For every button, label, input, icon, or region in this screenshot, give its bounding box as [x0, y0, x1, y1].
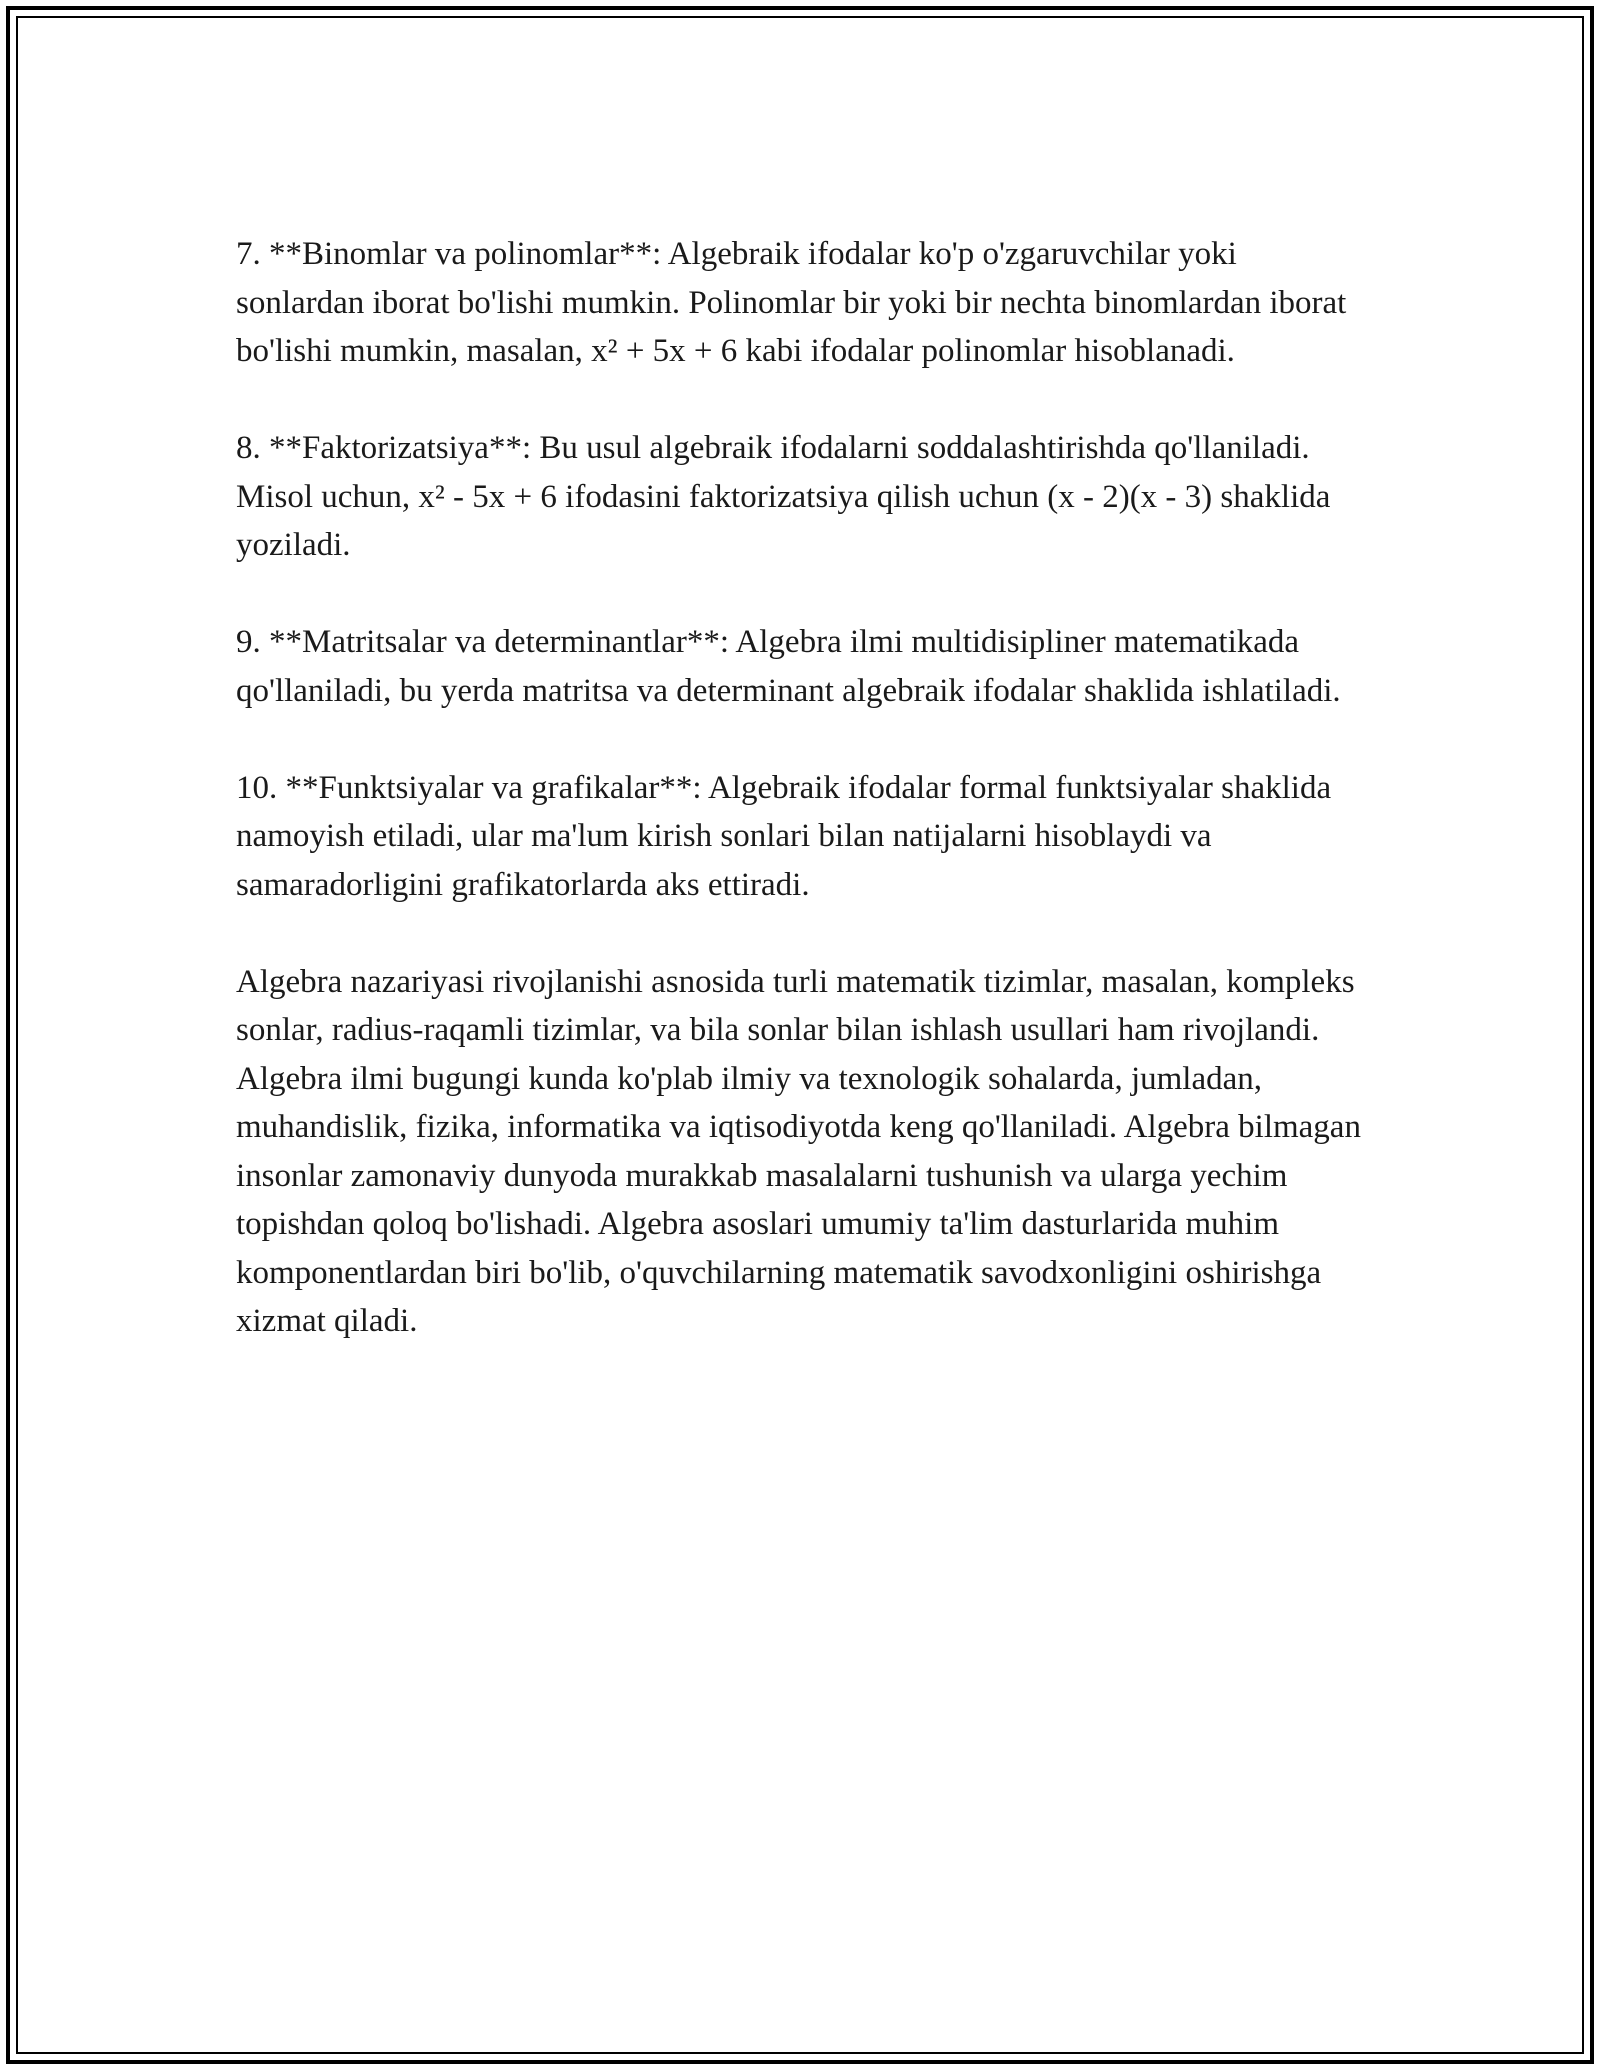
- paragraph-faktorizatsiya: 8. **Faktorizatsiya**: Bu usul algebraik ifodalarni soddalashtirishda qo'llaniladi. Misol uchun, x² - 5x + 6 ifodasini faktorizatsiya qilish uchun (x - 2)(x - 3) shaklida yoziladi.: [236, 430, 1331, 563]
- paragraph-funktsiyalar: 10. **Funktsiyalar va grafikalar**: Algebraik ifodalar formal funktsiyalar shaklida namoyish etiladi, ular ma'lum kirish sonlari bilan natijalarni hisoblaydi va samaradorligini grafikatorlarda aks ettiradi.: [236, 769, 1332, 903]
- document-body: [236, 230, 1366, 1394]
- paragraph-conclusion: Algebra nazariyasi rivojlanishi asnosida turli matematik tizimlar, masalan, kompleks sonlar, radius-raqamli tizimlar, va bila sonlar bilan ishlash usullari ham rivojlandi. Algebra ilmi bugungi kunda ko'plab ilmiy va texnologik sohalarda, jumladan, muhandislik, fizika, informatika va iqtisodiyotda keng qo'llaniladi. Algebra bilmagan insonlar zamonaviy dunyoda murakkab masalalarni tushunish va ularga yechim topishdan qoloq bo'lishadi. Algebra asoslari umumiy ta'lim dasturlarida muhim komponentlardan biri bo'lib, o'quvchilarning matematik savodxonligini oshirishga xizmat qiladi.: [236, 963, 1361, 1339]
- paragraph-matritsalar: 9. **Matritsalar va determinantlar**: Algebra ilmi multidisipliner matematikada qo'llaniladi, bu yerda matritsa va determinant algebraik ifodalar shaklida ishlatiladi.: [236, 624, 1341, 709]
- paragraph-binomlar: 7. **Binomlar va polinomlar**: Algebraik ifodalar ko'p o'zgaruvchilar yoki sonlardan iborat bo'lishi mumkin. Polinomlar bir yoki bir nechta binomlardan iborat bo'lishi mumkin, masalan, x² + 5x + 6 kabi ifodalar polinomlar hisoblanadi.: [236, 236, 1347, 369]
